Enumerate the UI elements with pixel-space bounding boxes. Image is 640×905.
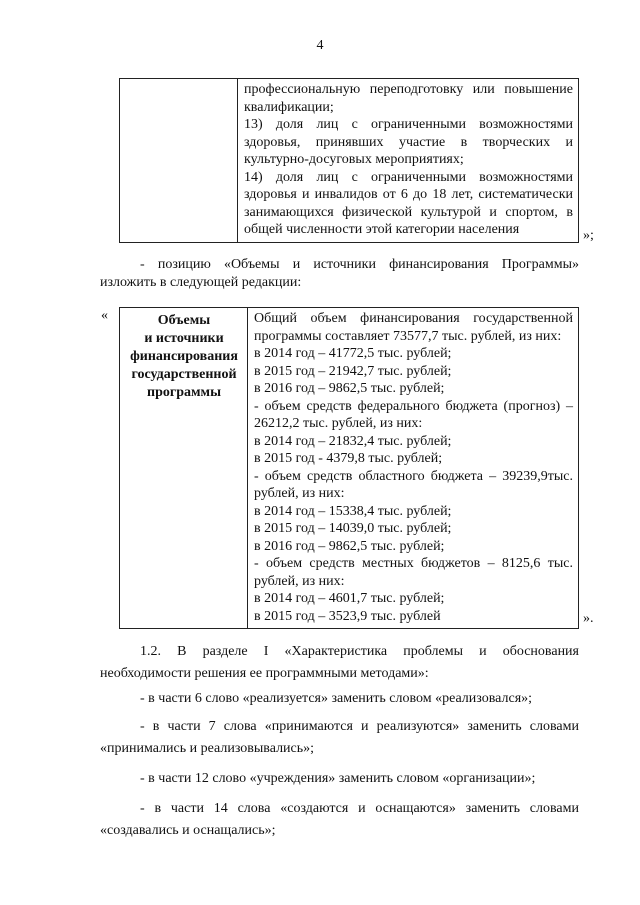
amendment-paragraph: - в части 12 слово «учреждения» заменить словом «организации»; <box>140 771 536 786</box>
financing-line: в 2014 год – 21832,4 тыс. рублей; <box>254 433 452 449</box>
financing-line: Общий объем финансирования государственной <box>254 311 573 326</box>
financing-line: рублей, из них: <box>254 573 345 589</box>
table1-line: культурно-досуговых мероприятиях; <box>244 152 464 167</box>
indicators-table-continuation <box>119 78 579 243</box>
table1-right-cell <box>238 79 579 243</box>
financing-line: в 2015 год – 21942,7 тыс. рублей; <box>254 363 452 379</box>
table1-line: общей численности этой категории населения <box>244 222 520 237</box>
table1-line: занимающихся физической культурой и спортом, в <box>244 204 573 220</box>
financing-line: в 2015 год – 14039,0 тыс. рублей; <box>254 521 452 536</box>
financing-label-line: финансирования <box>130 349 238 364</box>
financing-value-cell <box>248 308 579 629</box>
financing-line: в 2014 год – 15338,4 тыс. рублей; <box>254 503 452 519</box>
financing-line: в 2016 год – 9862,5 тыс. рублей; <box>254 538 445 554</box>
table1-line: здоровья, принявших участие в творческих и <box>244 134 573 150</box>
financing-label-line: государственной <box>131 367 237 382</box>
table1-line: квалификации; <box>244 99 334 115</box>
amendment-paragraph: - в части 14 слова «создаются и оснащаются» заменить словами «создавались и оснащались»; <box>100 801 579 838</box>
amendment-paragraph: - в части 7 слова «принимаются и реализуются» заменить словами «принимались и реализовывались»; <box>100 719 579 756</box>
financing-label-cell <box>120 308 248 629</box>
financing-line: в 2015 год – 3523,9 тыс. рублей <box>254 608 441 624</box>
table2-close-quote: ». <box>583 611 594 626</box>
table1-line: 14) доля лиц с ограниченными возможностями <box>244 169 573 185</box>
intro-line-2: изложить в следующей редакции: <box>100 275 302 290</box>
financing-line: - объем средств областного бюджета – 39239,9тыс. <box>254 468 573 484</box>
table2-open-quote: « <box>101 308 108 323</box>
financing-line: - объем средств местных бюджетов – 8125,6 тыс. <box>254 556 573 571</box>
financing-line: программы составляет 73577,7 тыс. рублей, из них: <box>254 328 562 344</box>
table1-line: профессиональную переподготовку или повышение <box>244 82 573 97</box>
page-number: 4 <box>316 38 324 53</box>
table1-close-quote: »; <box>583 228 594 243</box>
financing-line: в 2014 год – 4601,7 тыс. рублей; <box>254 591 445 606</box>
intro-paragraph <box>100 256 579 292</box>
financing-label-line: и источники <box>144 331 224 346</box>
table1-line: здоровья и инвалидов от 6 до 18 лет, систематически <box>244 187 573 202</box>
intro-line-1: - позицию «Объемы и источники финансирования Программы» <box>140 257 579 272</box>
table1-line: 13) доля лиц с ограниченными возможностями <box>244 117 573 132</box>
financing-line: в 2014 год – 41772,5 тыс. рублей; <box>254 346 452 361</box>
financing-table <box>119 307 579 629</box>
financing-line: в 2016 год – 9862,5 тыс. рублей; <box>254 381 445 396</box>
financing-label-line: программы <box>147 385 221 400</box>
financing-line: в 2015 год - 4379,8 тыс. рублей; <box>254 451 443 466</box>
financing-line: рублей, из них: <box>254 486 345 501</box>
section-paragraph: 1.2. В разделе I «Характеристика проблемы и обоснования необходимости решения ее программными методами»: <box>100 644 579 681</box>
financing-line: 26212,2 тыс. рублей, из них: <box>254 416 423 431</box>
amendment-paragraph: - в части 6 слово «реализуется» заменить словом «реализовался»; <box>140 691 533 706</box>
table1-left-cell <box>120 79 238 243</box>
financing-label-line: Объемы <box>157 313 211 328</box>
financing-line: - объем средств федерального бюджета (прогноз) – <box>254 398 573 414</box>
